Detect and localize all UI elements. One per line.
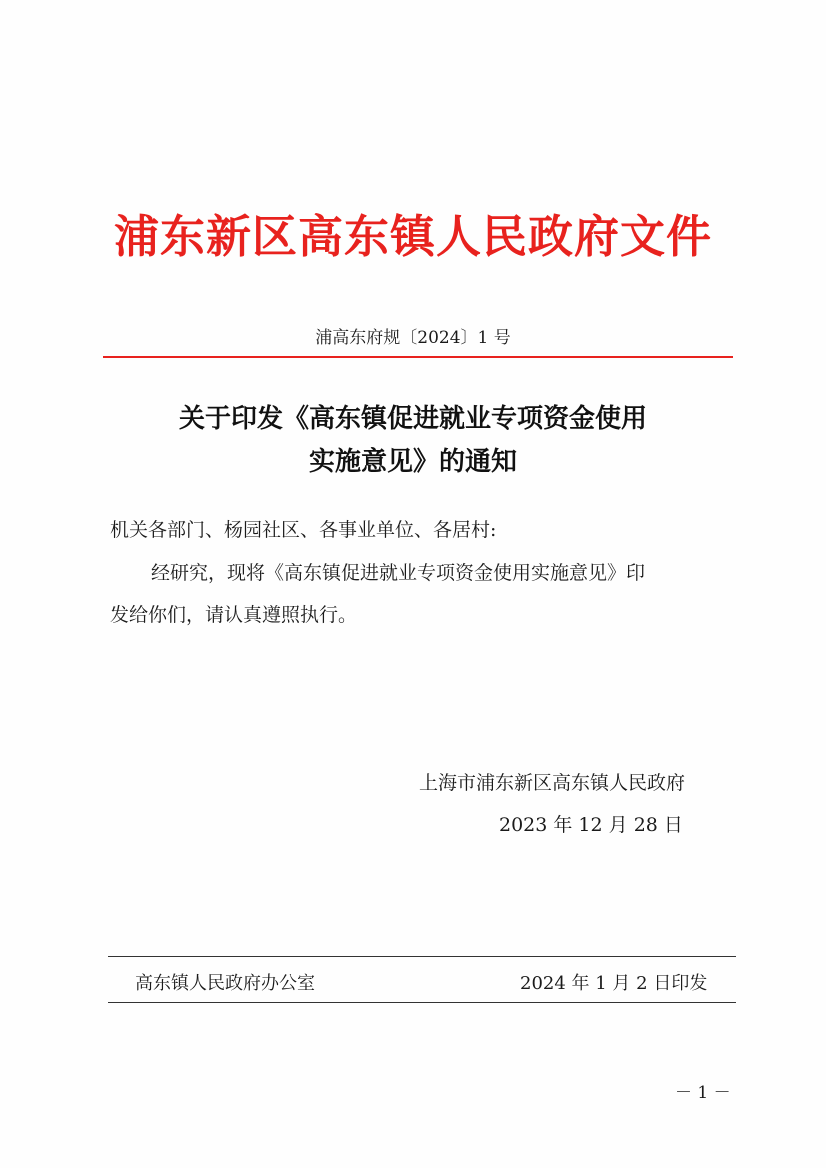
footer-print-date: 2024 年 1 月 2 日印发 <box>520 973 708 994</box>
issuing-authority: 上海市浦东新区高东镇人民政府 <box>419 772 686 794</box>
issue-date: 2023 年 12 月 28 日 <box>499 814 683 836</box>
body-paragraph-line-1: 经研究，现将《高东镇促进就业专项资金使用实施意见》印 <box>151 562 646 584</box>
red-separator-line <box>103 356 733 358</box>
document-header-title: 浦东新区高东镇人民政府文件 <box>113 210 712 263</box>
document-number: 浦高东府规〔2024〕1 号 <box>315 328 511 348</box>
footer-office: 高东镇人民政府办公室 <box>135 973 315 994</box>
salutation: 机关各部门、杨园社区、各事业单位、各居村: <box>110 519 497 541</box>
page-number: － 1 － <box>675 1083 731 1103</box>
footer-top-rule <box>108 956 736 957</box>
notice-title-line-1: 关于印发《高东镇促进就业专项资金使用 <box>178 404 647 434</box>
footer-bottom-rule <box>108 1002 736 1003</box>
notice-title-line-2: 实施意见》的通知 <box>308 447 517 477</box>
body-paragraph-line-2: 发给你们，请认真遵照执行。 <box>110 604 358 626</box>
